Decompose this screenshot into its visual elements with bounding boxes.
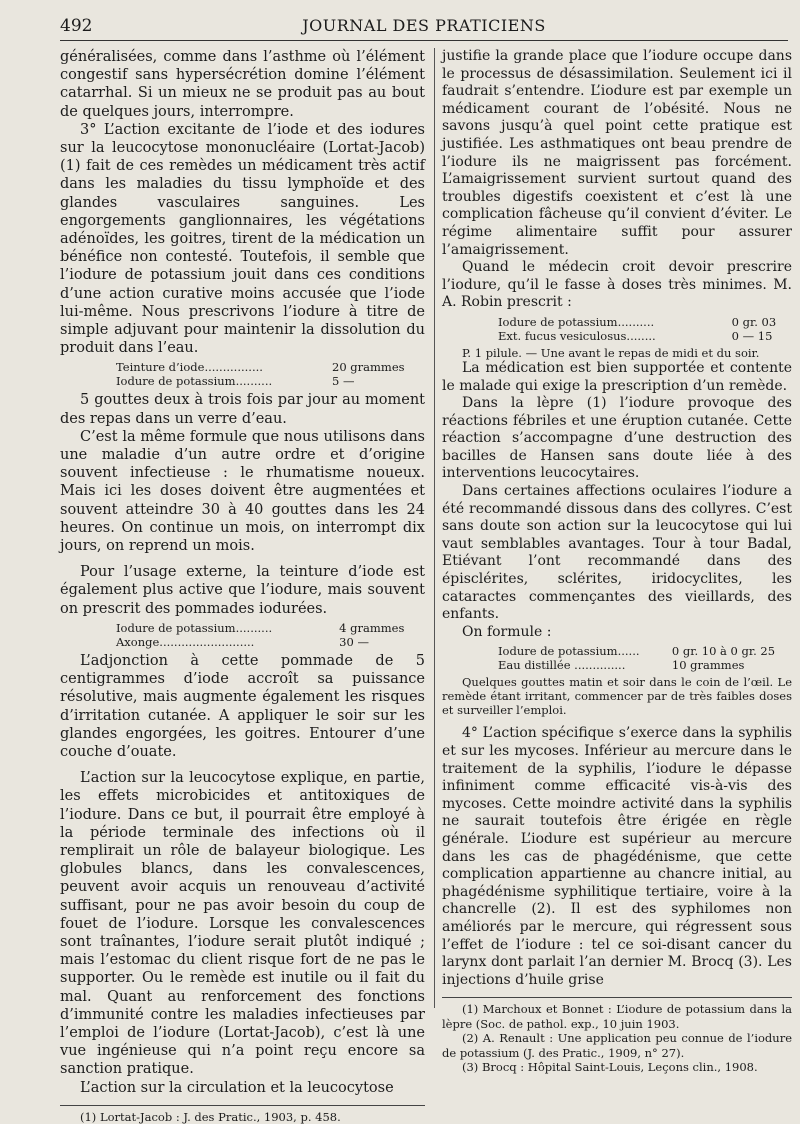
prescription-row — [60, 360, 425, 374]
ingredient: Iodure de potassium.......... — [116, 620, 273, 635]
prescription-note: P. 1 pilule. — Une avant le repas de midi et du soir. — [462, 345, 760, 360]
paragraph: justifie la grande place que l’iodure occupe dans le processus de désassimilation. Seulement ici il faudrait s’entendre. L’iodure est par exemple un médicament courant de l’obésité. Nous ne savons jusqu’à quel point cette pratique est justifiée. Les asthmatiques ont beau prendre de l’iodure ils ne maigrissent pas forcément. L’amaigrissement survient surtout quand des troubles digestifs coexistent et c’est là une complication fâcheuse qu’il convient d’éviter. Le régime alimentaire suffit pour assurer l’amaigrissement. — [442, 48, 792, 258]
running-header — [60, 14, 788, 41]
paragraph: généralisées, comme dans l’asthme où l’élément congestif sans hypersécrétion domine l’élément catarrhal. Si un mieux ne se produit pas au bout de quelques jours, interrompre. — [60, 49, 425, 120]
prescription-table — [442, 315, 792, 343]
paragraph: L’adjonction à cette pommade de 5 centigrammes d’iode accroît sa puissance résolutive, mais augmente également les risques d’irritation cutanée. A appliquer le soir sur les glandes engorgées, les goitres. Entourer d’une couche d’ouate. — [60, 652, 425, 760]
ingredient: Teinture d’iode................ — [116, 360, 263, 375]
ingredient: Iodure de potassium.......... — [498, 314, 655, 329]
prescription-row — [442, 658, 792, 672]
quantity: 20 grammes — [332, 360, 405, 375]
prescription-row — [442, 329, 792, 343]
prescription-row — [60, 635, 425, 649]
ingredient: Axonge.......................... — [116, 634, 255, 649]
paragraph: Dans la lèpre (1) l’iodure provoque des réactions fébriles et une éruption cutanée. Cette réaction s’accompagne d’une destruction des bacilles de Hansen sans doute liée à des interventions leucocytaires. — [442, 395, 792, 482]
paragraph: C’est la même formule que nous utilisons dans une maladie d’un autre ordre et d’origine souvent infectieuse : le rhumatisme noueux. Mais ici les doses doivent être augmentées et souvent atteindre 30 à 40 gouttes dans les 24 heures. On continue un mois, on interrompt dix jours, on reprend un mois. — [60, 428, 425, 555]
paragraph: La médication est bien supportée et contente le malade qui exige la prescription d’un remède. — [442, 359, 792, 394]
footnote: (3) Brocq : Hôpital Saint-Louis, Leçons clin., 1908. — [462, 1060, 758, 1075]
paragraph: L’action sur la leucocytose explique, en partie, les effets microbicides et antitoxiques de l’iodure. Dans ce but, il pourrait être employé à la période terminale des infections où il remplirait un rôle de balayeur biologique. Les globules blancs, dans les convalescences, peuvent avoir acquis un renouveau d’activité suffisant, pour ne pas avoir besoin du coup de fouet de l’iodure. Lorsque les convalescences sont traînantes, l’iodure serait plutôt indiqué ; mais l’estomac du client risque fort de ne pas le supporter. Ou le remède est inutile ou il fait du mal. Quant au renforcement des fonctions d’immunité contre les maladies infectieuses par l’emploi de l’iodure (Lortat-Jacob), c’est là une vue ingénieuse qui n’a point reçu encore sa sanction pratique. — [60, 770, 425, 1078]
prescription-row — [442, 315, 792, 329]
prescription-row — [442, 644, 792, 658]
page-number: 492 — [60, 16, 93, 36]
paragraph: 3° L’action excitante de l’iode et des iodures sur la leucocytose mononucléaire (Lortat-Jacob) (1) fait de ces remèdes un médicament très actif dans les maladies du tissu lymphoïde et des glandes vasculaires sanguines. Les engorgements ganglionnaires, les végétations adénoïdes, les goitres, tirent de la médication un bénéfice non contesté. Toutefois, il semble que l’iodure de potassium jouit dans ces conditions d’une action curative moins accusée que l’iode lui-même. Nous prescrivons l’iodure à titre de simple adjuvant pour maintenir la dissolution du produit dans l’eau. — [60, 121, 425, 357]
quantity: 0 — 15 — [731, 328, 773, 343]
paragraph: On formule : — [462, 623, 552, 640]
quantity: 0 gr. 10 à 0 gr. 25 — [671, 644, 776, 659]
prescription-note: Quelques gouttes matin et soir dans le coin de l’œil. Le remède étant irritant, commencer par de très faibles doses et surveiller l’emploi. — [442, 675, 792, 718]
ingredient: Ext. fucus vesiculosus........ — [498, 328, 656, 343]
paragraph: L’action sur la circulation et la leucocytose — [80, 1079, 394, 1096]
footnote-rule — [60, 1105, 425, 1106]
prescription-row — [60, 621, 425, 635]
quantity: 10 grammes — [671, 658, 745, 673]
ingredient: Iodure de potassium...... — [498, 644, 640, 659]
prescription-table — [60, 621, 425, 649]
column-divider — [434, 48, 435, 1008]
prescription-row — [60, 374, 425, 388]
footnote: (2) A. Renault : Une application peu connue de l’iodure de potassium (J. des Pratic., 1909, n° 27). — [442, 1031, 792, 1060]
quantity: 4 grammes — [339, 620, 405, 635]
running-title: JOURNAL DES PRATICIENS — [302, 16, 546, 35]
quantity: 0 gr. 03 — [731, 314, 777, 329]
prescription-table — [60, 360, 425, 388]
paragraph: 5 gouttes deux à trois fois par jour au moment des repas dans un verre d’eau. — [60, 392, 425, 427]
paragraph: Pour l’usage externe, la teinture d’iode est également plus active que l’iodure, mais souvent on prescrit des pommades iodurées. — [60, 564, 425, 617]
ingredient: Eau distillée .............. — [498, 658, 626, 673]
paragraph: Quand le médecin croit devoir prescrire l’iodure, qu’il le fasse à doses très minimes. M. A. Robin prescrit : — [442, 259, 792, 311]
ingredient: Iodure de potassium.......... — [116, 374, 273, 389]
paragraph: 4° L’action spécifique s’exerce dans la syphilis et sur les mycoses. Inférieur au mercure dans le traitement de la syphilis, l’iodure le dépasse infiniment comme efficacité vis-à-vis des mycoses. Cette moindre activité dans la syphilis ne saurait toutefois être érigée en règle générale. L’iodure est supérieur au mercure dans les cas de phagédénisme, que cette complication appartienne au chancre initial, au phagédénisme syphilitique tertiaire, voire à la chancrelle (2). Il est des syphilomes non améliorés par le mercure, qui régressent sous l’effet de l’iodure : tel ce soi-disant cancer du larynx dont parlait l’an dernier M. Brocq (3). Les injections d’huile grise — [442, 725, 792, 988]
footnote: (1) Marchoux et Bonnet : L’iodure de potassium dans la lèpre (Soc. de pathol. exp., 10 juin 1903. — [442, 1002, 792, 1031]
prescription-table — [442, 644, 792, 672]
footnote: (1) Lortat-Jacob : J. des Pratic., 1903, p. 458. — [80, 1109, 341, 1124]
quantity: 30 — — [339, 634, 369, 649]
paragraph: Dans certaines affections oculaires l’iodure a été recommandé dissous dans des collyres. C’est sans doute son action sur la leucocytose qui lui vaut semblables avantages. Tour à tour Badal, Etiévant l’ont recommandé dans des épisclérites, sclérites, iridocyclites, les cataractes commençantes des vieillards, des enfants. — [442, 483, 792, 623]
footnote-rule — [442, 997, 792, 998]
right-column — [442, 48, 792, 1075]
left-column — [60, 48, 425, 1124]
quantity: 5 — — [332, 374, 355, 389]
